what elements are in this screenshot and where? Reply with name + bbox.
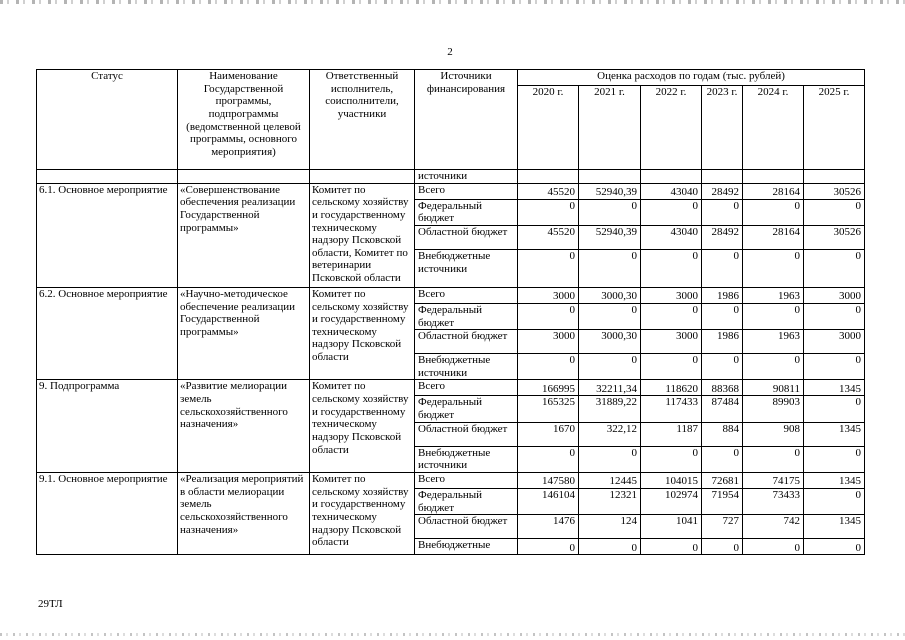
value-cell: 12321: [579, 489, 641, 515]
value-cell: 884: [702, 422, 743, 446]
table-row: [37, 380, 865, 396]
table-row: [37, 183, 865, 199]
value-cell: 71954: [702, 489, 743, 515]
value-cell: 908: [743, 422, 804, 446]
value-cell: 0: [743, 249, 804, 287]
header-year: 2020 г.: [518, 86, 579, 170]
value-cell: 52940,39: [579, 183, 641, 199]
value-cell: 0: [804, 354, 865, 380]
status-cell: 9.1. Основное мероприятие: [37, 473, 178, 555]
value-cell: 165325: [518, 396, 579, 422]
table-row: [37, 473, 865, 489]
carryover-row: [37, 170, 865, 184]
source-cell: Всего: [415, 473, 518, 489]
value-cell: 117433: [641, 396, 702, 422]
source-cell: Федеральный бюджет: [415, 199, 518, 225]
value-cell: 118620: [641, 380, 702, 396]
value-cell: 0: [641, 199, 702, 225]
value-cell: 72681: [702, 473, 743, 489]
value-cell: 0: [702, 539, 743, 555]
value-cell: 1345: [804, 515, 865, 539]
source-cell: Областной бюджет: [415, 422, 518, 446]
value-cell: 0: [804, 199, 865, 225]
value-cell: 30526: [804, 183, 865, 199]
value-cell: 28164: [743, 225, 804, 249]
budget-table: [36, 69, 865, 555]
value-cell: 0: [702, 249, 743, 287]
value-cell: 0: [804, 303, 865, 329]
value-cell: 90811: [743, 380, 804, 396]
value-cell: 1041: [641, 515, 702, 539]
source-cell: Областной бюджет: [415, 330, 518, 354]
value-cell: 0: [518, 303, 579, 329]
responsible-cell: Комитет по сельскому хозяйству и государственному техническому надзору Псковской области: [310, 473, 415, 555]
value-cell: 0: [702, 303, 743, 329]
source-cell: Областной бюджет: [415, 515, 518, 539]
value-cell: 0: [804, 446, 865, 472]
value-cell: 1963: [743, 330, 804, 354]
value-cell: 0: [804, 396, 865, 422]
name-cell: «Реализация мероприятий в области мелиорации земель сельскохозяйственного назначения»: [178, 473, 310, 555]
value-cell: 3000: [804, 330, 865, 354]
value-cell: 45520: [518, 225, 579, 249]
value-cell: 89903: [743, 396, 804, 422]
value-cell: 3000,30: [579, 287, 641, 303]
value-cell: 0: [579, 303, 641, 329]
name-cell: «Научно-методическое обеспечение реализации Государственной программы»: [178, 287, 310, 380]
value-cell: 0: [702, 354, 743, 380]
value-cell: 742: [743, 515, 804, 539]
value-cell: 1187: [641, 422, 702, 446]
value-cell: 3000: [641, 330, 702, 354]
value-cell: 3000: [518, 330, 579, 354]
value-cell: 3000,30: [579, 330, 641, 354]
value-cell: 1986: [702, 287, 743, 303]
responsible-cell: Комитет по сельскому хозяйству и государственному техническому надзору Псковской области, Комитет по ветеринарии Псковской области: [310, 183, 415, 287]
header-name: Наименование Государственной программы, подпрограммы (ведомственной целевой программы, основного мероприятия): [178, 70, 310, 170]
value-cell: 0: [702, 199, 743, 225]
value-cell: 52940,39: [579, 225, 641, 249]
table-row: [37, 287, 865, 303]
source-cell: Федеральный бюджет: [415, 303, 518, 329]
source-cell: Федеральный бюджет: [415, 396, 518, 422]
source-cell: Внебюджетные источники: [415, 249, 518, 287]
header-sources: Источники финансирования: [415, 70, 518, 170]
value-cell: 32211,34: [579, 380, 641, 396]
value-cell: 124: [579, 515, 641, 539]
value-cell: 104015: [641, 473, 702, 489]
value-cell: 0: [702, 446, 743, 472]
status-cell: 6.2. Основное мероприятие: [37, 287, 178, 380]
value-cell: 30526: [804, 225, 865, 249]
value-cell: 31889,22: [579, 396, 641, 422]
value-cell: 28492: [702, 183, 743, 199]
value-cell: 43040: [641, 183, 702, 199]
header-year: 2022 г.: [641, 86, 702, 170]
value-cell: 102974: [641, 489, 702, 515]
value-cell: 3000: [518, 287, 579, 303]
header-year: 2023 г.: [702, 86, 743, 170]
value-cell: 727: [702, 515, 743, 539]
source-cell: Всего: [415, 380, 518, 396]
value-cell: 0: [518, 446, 579, 472]
value-cell: 0: [579, 249, 641, 287]
value-cell: 1476: [518, 515, 579, 539]
value-cell: 0: [641, 303, 702, 329]
value-cell: 28492: [702, 225, 743, 249]
value-cell: 0: [743, 303, 804, 329]
value-cell: 0: [641, 446, 702, 472]
status-cell: 6.1. Основное мероприятие: [37, 183, 178, 287]
value-cell: 0: [579, 446, 641, 472]
header-responsible: Ответственный исполнитель, соисполнители, участники: [310, 70, 415, 170]
header-year: 2024 г.: [743, 86, 804, 170]
source-cell: Всего: [415, 287, 518, 303]
value-cell: 0: [743, 199, 804, 225]
carryover-source: источники: [415, 170, 518, 184]
value-cell: 45520: [518, 183, 579, 199]
source-cell: Федеральный бюджет: [415, 489, 518, 515]
responsible-cell: Комитет по сельскому хозяйству и государственному техническому надзору Псковской области: [310, 380, 415, 473]
value-cell: 74175: [743, 473, 804, 489]
value-cell: 88368: [702, 380, 743, 396]
name-cell: «Развитие мелиорации земель сельскохозяйственного назначения»: [178, 380, 310, 473]
value-cell: 0: [804, 539, 865, 555]
value-cell: 73433: [743, 489, 804, 515]
value-cell: 0: [743, 354, 804, 380]
scan-noise-bottom: [0, 633, 905, 636]
name-cell: «Совершенствование обеспечения реализации Государственной программы»: [178, 183, 310, 287]
value-cell: 12445: [579, 473, 641, 489]
value-cell: 1963: [743, 287, 804, 303]
value-cell: 166995: [518, 380, 579, 396]
value-cell: 0: [518, 249, 579, 287]
value-cell: 0: [579, 539, 641, 555]
value-cell: 147580: [518, 473, 579, 489]
value-cell: 1345: [804, 380, 865, 396]
page-number: 2: [447, 46, 453, 58]
value-cell: 28164: [743, 183, 804, 199]
value-cell: 0: [518, 354, 579, 380]
header-status: Статус: [37, 70, 178, 170]
source-cell: Внебюджетные: [415, 539, 518, 555]
value-cell: 0: [518, 539, 579, 555]
source-cell: Внебюджетные источники: [415, 354, 518, 380]
value-cell: 87484: [702, 396, 743, 422]
value-cell: 1345: [804, 473, 865, 489]
value-cell: 0: [579, 354, 641, 380]
responsible-cell: Комитет по сельскому хозяйству и государственному техническому надзору Псковской области: [310, 287, 415, 380]
header-year: 2025 г.: [804, 86, 865, 170]
value-cell: 0: [641, 539, 702, 555]
value-cell: 0: [804, 489, 865, 515]
value-cell: 0: [579, 199, 641, 225]
value-cell: 0: [743, 539, 804, 555]
source-cell: Областной бюджет: [415, 225, 518, 249]
source-cell: Внебюджетные источники: [415, 446, 518, 472]
value-cell: 322,12: [579, 422, 641, 446]
value-cell: 3000: [804, 287, 865, 303]
source-cell: Всего: [415, 183, 518, 199]
status-cell: 9. Подпрограмма: [37, 380, 178, 473]
header-year: 2021 г.: [579, 86, 641, 170]
value-cell: 1345: [804, 422, 865, 446]
value-cell: 0: [641, 354, 702, 380]
value-cell: 1670: [518, 422, 579, 446]
value-cell: 43040: [641, 225, 702, 249]
value-cell: 0: [518, 199, 579, 225]
value-cell: 0: [804, 249, 865, 287]
value-cell: 146104: [518, 489, 579, 515]
scan-noise-top: [0, 0, 905, 4]
value-cell: 1986: [702, 330, 743, 354]
footer-code: 29ТЛ: [38, 598, 63, 610]
header-estimate: Оценка расходов по годам (тыс. рублей): [518, 70, 865, 86]
value-cell: 0: [743, 446, 804, 472]
value-cell: 0: [641, 249, 702, 287]
value-cell: 3000: [641, 287, 702, 303]
